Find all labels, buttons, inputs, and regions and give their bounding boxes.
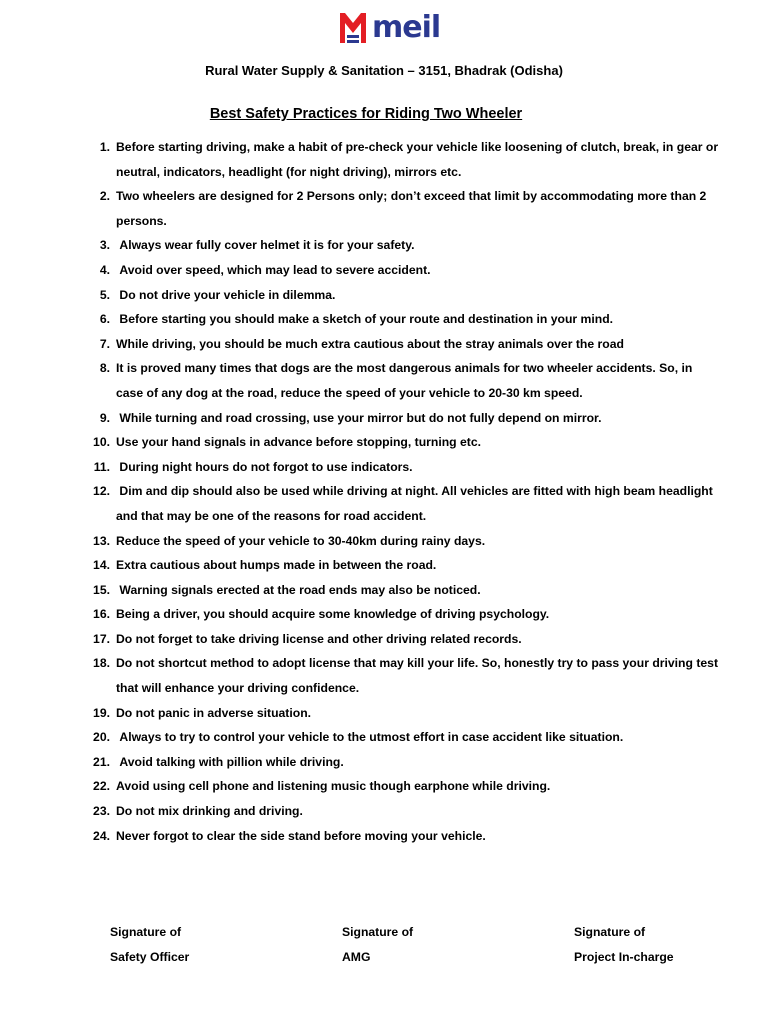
practice-number: 23. bbox=[93, 804, 110, 819]
practice-item bbox=[80, 799, 720, 824]
practice-item bbox=[80, 602, 720, 627]
practice-text: During night hours do not forgot to use indicators. bbox=[116, 459, 413, 474]
practice-text: Do not drive your vehicle in dilemma. bbox=[116, 287, 336, 302]
practice-number: 19. bbox=[93, 705, 110, 720]
practice-item bbox=[80, 283, 720, 308]
practice-item bbox=[80, 750, 720, 775]
practice-text: Do not panic in adverse situation. bbox=[116, 705, 312, 720]
practice-number: 4. bbox=[99, 262, 110, 277]
signature-amg bbox=[342, 920, 413, 970]
practice-item bbox=[80, 578, 720, 603]
practice-number: 6. bbox=[99, 312, 110, 327]
signature-label: Signature of bbox=[574, 925, 646, 939]
practice-item bbox=[80, 701, 720, 726]
project-subtitle: Rural Water Supply & Sanitation – 3151, Bhadrak (Odisha) bbox=[205, 63, 563, 78]
document-title: Best Safety Practices for Riding Two Wheeler bbox=[209, 106, 523, 122]
practice-text: Before starting you should make a sketch of your route and destination in your mind. bbox=[116, 312, 614, 327]
practice-item bbox=[80, 307, 720, 332]
practice-text: While driving, you should be much extra cautious about the stray animals over the road bbox=[116, 336, 624, 351]
practice-text: Use your hand signals in advance before stopping, turning etc. bbox=[116, 435, 482, 450]
practice-text: Avoid using cell phone and listening music though earphone while driving. bbox=[116, 779, 551, 794]
practice-item bbox=[80, 406, 720, 431]
signature-label: Signature of bbox=[342, 925, 414, 939]
practice-number: 13. bbox=[93, 533, 110, 548]
practice-number: 21. bbox=[93, 754, 110, 769]
practice-text: Avoid talking with pillion while driving. bbox=[116, 754, 344, 769]
practice-text: Never forgot to clear the side stand before moving your vehicle. bbox=[116, 828, 486, 843]
practice-number: 14. bbox=[93, 558, 110, 573]
logo-wordmark: meil bbox=[372, 10, 441, 45]
practice-number: 10. bbox=[93, 435, 110, 450]
signature-label: Signature of bbox=[110, 925, 182, 939]
practice-item bbox=[80, 651, 720, 700]
practice-text: Being a driver, you should acquire some knowledge of driving psychology. bbox=[116, 607, 550, 622]
practice-item bbox=[80, 455, 720, 480]
practice-item bbox=[80, 553, 720, 578]
practice-number: 18. bbox=[93, 656, 110, 671]
practice-number: 16. bbox=[93, 607, 110, 622]
practice-item bbox=[80, 479, 720, 528]
practice-text: Dim and dip should also be used while driving at night. All vehicles are fitted with high beam headlight and that may be one of the reasons for road accident. bbox=[116, 484, 717, 523]
practice-item bbox=[80, 332, 720, 357]
practice-text: While turning and road crossing, use your mirror but do not fully depend on mirror. bbox=[116, 410, 602, 425]
practice-item bbox=[80, 233, 720, 258]
practice-text: Avoid over speed, which may lead to severe accident. bbox=[116, 262, 431, 277]
practice-text: Before starting driving, make a habit of pre-check your vehicle like loosening of clutch, break, in gear or neutral, indicators, headlight (for night driving), mirrors etc. bbox=[116, 140, 722, 179]
practice-number: 24. bbox=[93, 828, 110, 843]
practice-text: Two wheelers are designed for 2 Persons only; don’t exceed that limit by accommodating more than 2 persons. bbox=[116, 189, 710, 228]
signature-safety-officer bbox=[110, 920, 189, 970]
practice-item bbox=[80, 356, 720, 405]
practice-number: 20. bbox=[93, 730, 110, 745]
company-logo bbox=[338, 11, 440, 45]
practice-number: 12. bbox=[93, 484, 110, 499]
signature-role: AMG bbox=[342, 950, 371, 964]
practice-item bbox=[80, 725, 720, 750]
practice-number: 22. bbox=[93, 779, 110, 794]
practice-text: Do not mix drinking and driving. bbox=[116, 804, 303, 819]
practice-text: Do not shortcut method to adopt license that may kill your life. So, honestly try to pass your driving test that will enhance your driving confidence. bbox=[116, 656, 722, 696]
signature-project-incharge bbox=[574, 920, 674, 970]
practice-number: 5. bbox=[99, 287, 110, 302]
practice-number: 11. bbox=[93, 459, 110, 474]
practice-item bbox=[80, 184, 720, 233]
practice-number: 3. bbox=[99, 238, 110, 253]
practice-number: 1. bbox=[99, 140, 110, 154]
practice-item bbox=[80, 430, 720, 455]
practice-item bbox=[80, 824, 720, 849]
practice-number: 7. bbox=[99, 336, 110, 351]
practice-text: Do not forget to take driving license and other driving related records. bbox=[116, 631, 522, 646]
practice-text: It is proved many times that dogs are the most dangerous animals for two wheeler accidents. So, in case of any dog at the road, reduce the speed of your vehicle to 20-30 km speed. bbox=[116, 361, 696, 400]
practice-item bbox=[80, 529, 720, 554]
practice-text: Always wear fully cover helmet it is for your safety. bbox=[116, 238, 415, 253]
practice-number: 2. bbox=[99, 189, 110, 204]
meil-logo-mark bbox=[338, 11, 368, 45]
practice-text: Warning signals erected at the road ends may also be noticed. bbox=[116, 582, 481, 597]
practice-item bbox=[80, 774, 720, 799]
practice-number: 15. bbox=[93, 582, 110, 597]
practice-text: Extra cautious about humps made in between the road. bbox=[116, 558, 437, 573]
practice-item bbox=[80, 627, 720, 652]
signature-role: Project In-charge bbox=[574, 950, 674, 964]
practice-item bbox=[80, 258, 720, 283]
practice-number: 9. bbox=[99, 410, 110, 425]
signature-role: Safety Officer bbox=[110, 950, 190, 964]
practice-number: 8. bbox=[99, 361, 110, 376]
safety-practices-list bbox=[80, 135, 720, 848]
practice-text: Reduce the speed of your vehicle to 30-40km during rainy days. bbox=[116, 533, 486, 548]
practice-number: 17. bbox=[93, 631, 110, 646]
practice-item bbox=[80, 135, 720, 184]
practice-text: Always to try to control your vehicle to the utmost effort in case accident like situation. bbox=[116, 730, 624, 745]
